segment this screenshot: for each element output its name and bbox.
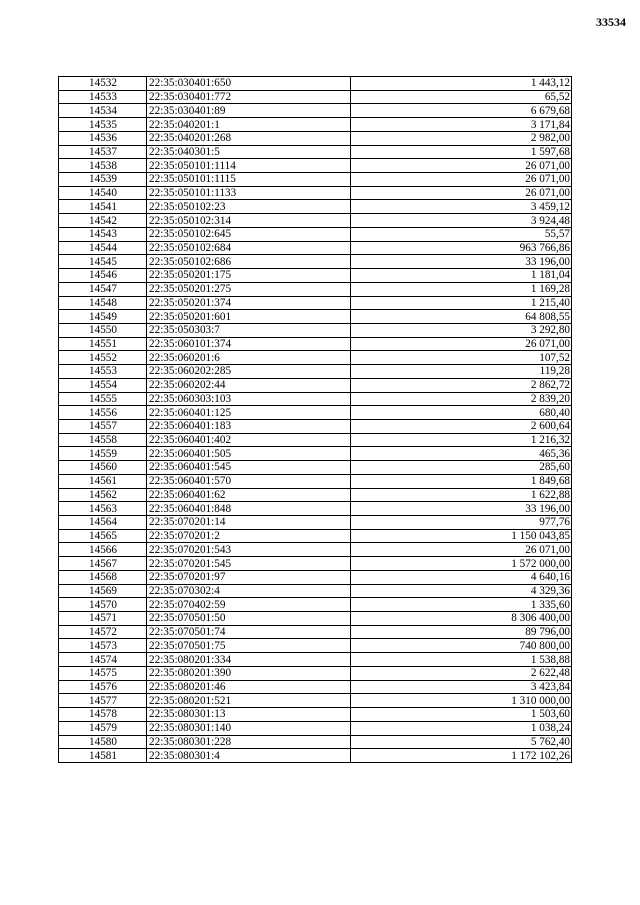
cadastral-number-cell: 22:35:050102:684: [147, 241, 351, 255]
value-cell: 2 622,48: [351, 666, 572, 680]
table-row: [59, 721, 572, 735]
value-cell: 5 762,40: [351, 735, 572, 749]
table-row: [59, 365, 572, 379]
value-cell: 2 839,20: [351, 392, 572, 406]
table-row: [59, 529, 572, 543]
row-number-cell: 14540: [59, 186, 147, 200]
table-row: [59, 749, 572, 763]
table-row: [59, 735, 572, 749]
table-row: [59, 378, 572, 392]
value-cell: 1 622,88: [351, 488, 572, 502]
table-row: [59, 241, 572, 255]
table-row: [59, 90, 572, 104]
value-cell: 1 215,40: [351, 296, 572, 310]
value-cell: 119,28: [351, 365, 572, 379]
cadastral-number-cell: 22:35:060202:285: [147, 365, 351, 379]
row-number-cell: 14563: [59, 502, 147, 516]
value-cell: 465,36: [351, 447, 572, 461]
cadastral-number-cell: 22:35:050102:23: [147, 200, 351, 214]
table-row: [59, 653, 572, 667]
cadastral-number-cell: 22:35:070501:75: [147, 639, 351, 653]
value-cell: 26 071,00: [351, 173, 572, 187]
row-number-cell: 14574: [59, 653, 147, 667]
row-number-cell: 14561: [59, 474, 147, 488]
table-row: [59, 447, 572, 461]
row-number-cell: 14533: [59, 90, 147, 104]
row-number-cell: 14536: [59, 131, 147, 145]
row-number-cell: 14547: [59, 282, 147, 296]
value-cell: 1 443,12: [351, 77, 572, 91]
table-row: [59, 214, 572, 228]
row-number-cell: 14565: [59, 529, 147, 543]
row-number-cell: 14576: [59, 680, 147, 694]
cadastral-number-cell: 22:35:050201:601: [147, 310, 351, 324]
row-number-cell: 14562: [59, 488, 147, 502]
registry-table: [58, 76, 572, 763]
value-cell: 285,60: [351, 461, 572, 475]
table-row: [59, 131, 572, 145]
table-row: [59, 461, 572, 475]
table-row: [59, 598, 572, 612]
row-number-cell: 14555: [59, 392, 147, 406]
cadastral-number-cell: 22:35:070501:50: [147, 612, 351, 626]
cadastral-number-cell: 22:35:070302:4: [147, 584, 351, 598]
value-cell: 8 306 400,00: [351, 612, 572, 626]
row-number-cell: 14579: [59, 721, 147, 735]
cadastral-number-cell: 22:35:060401:848: [147, 502, 351, 516]
value-cell: 1 169,28: [351, 282, 572, 296]
row-number-cell: 14546: [59, 269, 147, 283]
value-cell: 740 800,00: [351, 639, 572, 653]
table-row: [59, 310, 572, 324]
table-row: [59, 584, 572, 598]
row-number-cell: 14571: [59, 612, 147, 626]
row-number-cell: 14573: [59, 639, 147, 653]
value-cell: 4 640,16: [351, 570, 572, 584]
row-number-cell: 14548: [59, 296, 147, 310]
row-number-cell: 14550: [59, 323, 147, 337]
value-cell: 6 679,68: [351, 104, 572, 118]
row-number-cell: 14535: [59, 118, 147, 132]
cadastral-number-cell: 22:35:050101:1115: [147, 173, 351, 187]
page-number: 33534: [596, 15, 626, 29]
row-number-cell: 14549: [59, 310, 147, 324]
value-cell: 3 423,84: [351, 680, 572, 694]
cadastral-number-cell: 22:35:060201:6: [147, 351, 351, 365]
table-row: [59, 200, 572, 214]
row-number-cell: 14560: [59, 461, 147, 475]
row-number-cell: 14556: [59, 406, 147, 420]
row-number-cell: 14569: [59, 584, 147, 598]
cadastral-number-cell: 22:35:060401:125: [147, 406, 351, 420]
cadastral-number-cell: 22:35:050201:374: [147, 296, 351, 310]
value-cell: 1 310 000,00: [351, 694, 572, 708]
value-cell: 1 849,68: [351, 474, 572, 488]
cadastral-number-cell: 22:35:050101:1133: [147, 186, 351, 200]
row-number-cell: 14581: [59, 749, 147, 763]
row-number-cell: 14534: [59, 104, 147, 118]
cadastral-number-cell: 22:35:060401:183: [147, 419, 351, 433]
row-number-cell: 14539: [59, 173, 147, 187]
table-row: [59, 145, 572, 159]
cadastral-number-cell: 22:35:050102:645: [147, 227, 351, 241]
table-row: [59, 406, 572, 420]
table-row: [59, 159, 572, 173]
value-cell: 1 503,60: [351, 708, 572, 722]
cadastral-number-cell: 22:35:070201:97: [147, 570, 351, 584]
row-number-cell: 14551: [59, 337, 147, 351]
value-cell: 963 766,86: [351, 241, 572, 255]
value-cell: 2 862,72: [351, 378, 572, 392]
cadastral-number-cell: 22:35:060202:44: [147, 378, 351, 392]
table-row: [59, 680, 572, 694]
cadastral-number-cell: 22:35:080301:140: [147, 721, 351, 735]
row-number-cell: 14559: [59, 447, 147, 461]
table-row: [59, 337, 572, 351]
value-cell: 680,40: [351, 406, 572, 420]
row-number-cell: 14572: [59, 625, 147, 639]
cadastral-number-cell: 22:35:030401:650: [147, 77, 351, 91]
table-row: [59, 570, 572, 584]
table-row: [59, 612, 572, 626]
value-cell: 33 196,00: [351, 255, 572, 269]
row-number-cell: 14558: [59, 433, 147, 447]
value-cell: 55,57: [351, 227, 572, 241]
value-cell: 89 796,00: [351, 625, 572, 639]
cadastral-number-cell: 22:35:080301:228: [147, 735, 351, 749]
cadastral-number-cell: 22:35:080201:390: [147, 666, 351, 680]
cadastral-number-cell: 22:35:080301:13: [147, 708, 351, 722]
row-number-cell: 14542: [59, 214, 147, 228]
cadastral-number-cell: 22:35:080201:334: [147, 653, 351, 667]
cadastral-number-cell: 22:35:030401:772: [147, 90, 351, 104]
cadastral-number-cell: 22:35:050303:7: [147, 323, 351, 337]
row-number-cell: 14580: [59, 735, 147, 749]
row-number-cell: 14566: [59, 543, 147, 557]
cadastral-number-cell: 22:35:060303:103: [147, 392, 351, 406]
row-number-cell: 14545: [59, 255, 147, 269]
row-number-cell: 14541: [59, 200, 147, 214]
cadastral-number-cell: 22:35:070501:74: [147, 625, 351, 639]
table-row: [59, 543, 572, 557]
cadastral-number-cell: 22:35:050102:314: [147, 214, 351, 228]
cadastral-number-cell: 22:35:070201:14: [147, 516, 351, 530]
table-row: [59, 639, 572, 653]
table-row: [59, 323, 572, 337]
value-cell: 1 038,24: [351, 721, 572, 735]
value-cell: 65,52: [351, 90, 572, 104]
row-number-cell: 14532: [59, 77, 147, 91]
cadastral-number-cell: 22:35:030401:89: [147, 104, 351, 118]
row-number-cell: 14570: [59, 598, 147, 612]
table-row: [59, 557, 572, 571]
value-cell: 1 216,32: [351, 433, 572, 447]
value-cell: 1 335,60: [351, 598, 572, 612]
table-row: [59, 392, 572, 406]
table-row: [59, 269, 572, 283]
row-number-cell: 14567: [59, 557, 147, 571]
cadastral-number-cell: 22:35:050201:175: [147, 269, 351, 283]
table-row: [59, 694, 572, 708]
table-row: [59, 351, 572, 365]
cadastral-number-cell: 22:35:070201:545: [147, 557, 351, 571]
cadastral-number-cell: 22:35:070201:2: [147, 529, 351, 543]
table-row: [59, 502, 572, 516]
value-cell: 1 597,68: [351, 145, 572, 159]
cadastral-number-cell: 22:35:060401:505: [147, 447, 351, 461]
cadastral-number-cell: 22:35:070402:59: [147, 598, 351, 612]
table-row: [59, 666, 572, 680]
cadastral-number-cell: 22:35:040201:268: [147, 131, 351, 145]
value-cell: 2 982,00: [351, 131, 572, 145]
cadastral-number-cell: 22:35:080301:4: [147, 749, 351, 763]
value-cell: 1 181,04: [351, 269, 572, 283]
table-row: [59, 296, 572, 310]
cadastral-number-cell: 22:35:060401:402: [147, 433, 351, 447]
value-cell: 64 808,55: [351, 310, 572, 324]
cadastral-number-cell: 22:35:040301:5: [147, 145, 351, 159]
row-number-cell: 14578: [59, 708, 147, 722]
value-cell: 1 150 043,85: [351, 529, 572, 543]
value-cell: 26 071,00: [351, 337, 572, 351]
cadastral-number-cell: 22:35:040201:1: [147, 118, 351, 132]
table-row: [59, 227, 572, 241]
table-row: [59, 516, 572, 530]
row-number-cell: 14577: [59, 694, 147, 708]
value-cell: 26 071,00: [351, 543, 572, 557]
value-cell: 1 172 102,26: [351, 749, 572, 763]
cadastral-number-cell: 22:35:060401:570: [147, 474, 351, 488]
table-row: [59, 419, 572, 433]
table-row: [59, 173, 572, 187]
table-row: [59, 118, 572, 132]
table-row: [59, 77, 572, 91]
row-number-cell: 14564: [59, 516, 147, 530]
cadastral-number-cell: 22:35:080201:521: [147, 694, 351, 708]
row-number-cell: 14575: [59, 666, 147, 680]
cadastral-number-cell: 22:35:070201:543: [147, 543, 351, 557]
registry-table-body: [59, 77, 572, 763]
table-row: [59, 255, 572, 269]
table-row: [59, 433, 572, 447]
row-number-cell: 14544: [59, 241, 147, 255]
cadastral-number-cell: 22:35:060101:374: [147, 337, 351, 351]
row-number-cell: 14553: [59, 365, 147, 379]
cadastral-number-cell: 22:35:050102:686: [147, 255, 351, 269]
row-number-cell: 14537: [59, 145, 147, 159]
value-cell: 26 071,00: [351, 186, 572, 200]
value-cell: 26 071,00: [351, 159, 572, 173]
value-cell: 3 459,12: [351, 200, 572, 214]
cadastral-number-cell: 22:35:050201:275: [147, 282, 351, 296]
row-number-cell: 14557: [59, 419, 147, 433]
row-number-cell: 14538: [59, 159, 147, 173]
value-cell: 2 600,64: [351, 419, 572, 433]
value-cell: 3 292,80: [351, 323, 572, 337]
cadastral-number-cell: 22:35:060401:545: [147, 461, 351, 475]
cadastral-number-cell: 22:35:080201:46: [147, 680, 351, 694]
table-row: [59, 708, 572, 722]
cadastral-number-cell: 22:35:050101:1114: [147, 159, 351, 173]
value-cell: 3 924,48: [351, 214, 572, 228]
value-cell: 3 171,84: [351, 118, 572, 132]
table-row: [59, 625, 572, 639]
value-cell: 107,52: [351, 351, 572, 365]
table-row: [59, 488, 572, 502]
row-number-cell: 14554: [59, 378, 147, 392]
cadastral-number-cell: 22:35:060401:62: [147, 488, 351, 502]
row-number-cell: 14552: [59, 351, 147, 365]
value-cell: 977,76: [351, 516, 572, 530]
value-cell: 1 572 000,00: [351, 557, 572, 571]
table-row: [59, 186, 572, 200]
value-cell: 33 196,00: [351, 502, 572, 516]
value-cell: 1 538,88: [351, 653, 572, 667]
table-row: [59, 282, 572, 296]
table-row: [59, 104, 572, 118]
value-cell: 4 329,36: [351, 584, 572, 598]
table-row: [59, 474, 572, 488]
row-number-cell: 14543: [59, 227, 147, 241]
row-number-cell: 14568: [59, 570, 147, 584]
